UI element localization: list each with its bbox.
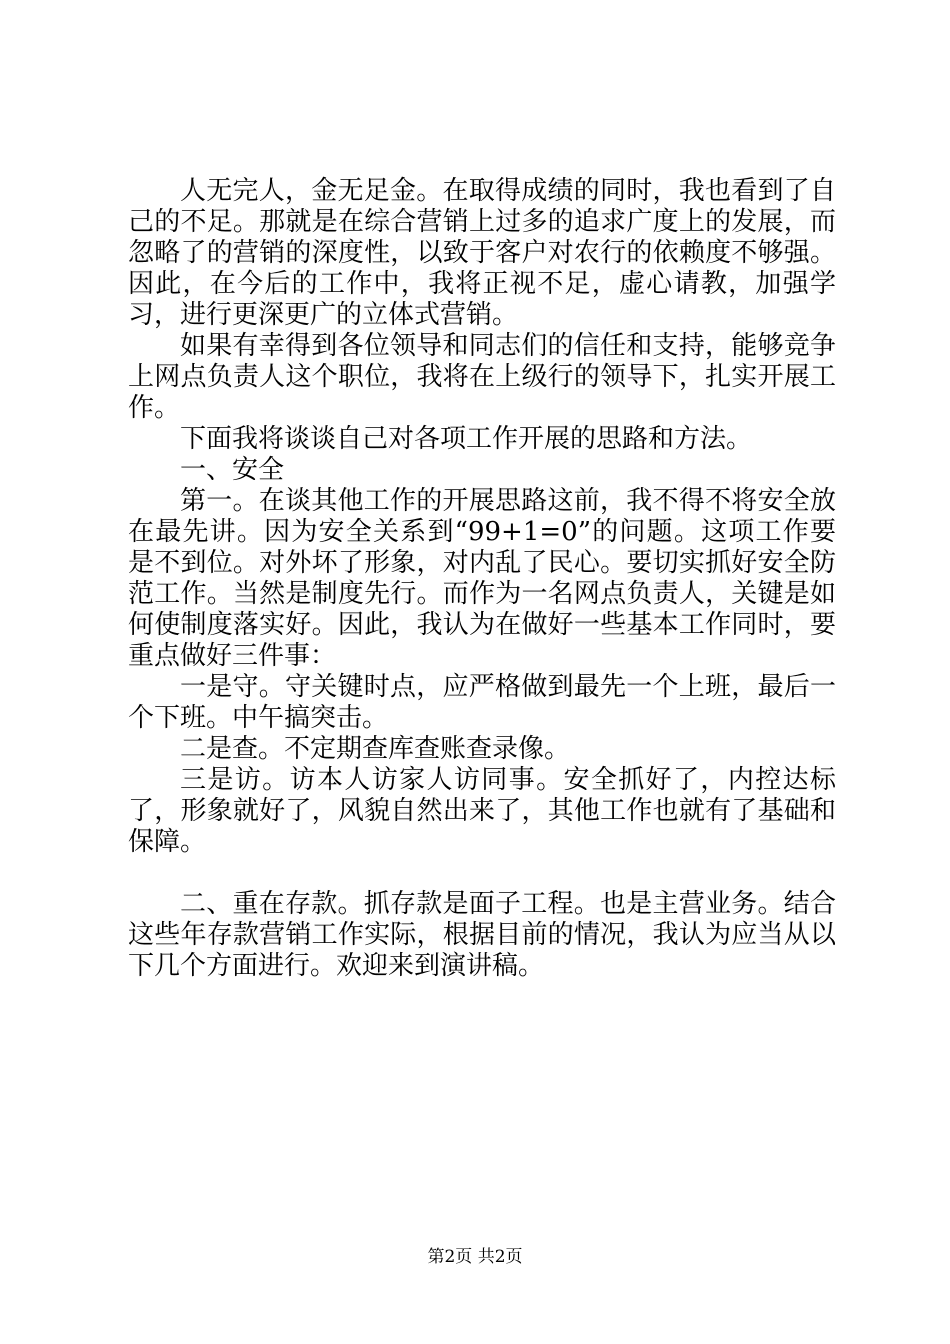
- page-number-footer: 第2页 共2页: [427, 1247, 523, 1267]
- paragraph-inspect: 二是查。不定期查库查账查录像。: [180, 734, 571, 764]
- paragraph-safety-first: 第一。在谈其他工作的开展思路这前，我不得不将安全放在最先讲。因为安全关系到“99+1=0”的问题。这项工作要是不到位。对外坏了形象，对内乱了民心。要切实抓好安全防范工作。当然是制度先行。而作为一名网点负责人，关键是如何使制度落实好。因此，我认为在做好一些基本工作同时，要重点做好三件事：: [128, 486, 836, 671]
- section-heading-safety: 一、安全: [180, 455, 285, 485]
- paragraph-candidacy: 如果有幸得到各位领导和同志们的信任和支持，能够竞争上网点负责人这个职位，我将在上级行的领导下，扎实开展工作。: [128, 331, 836, 423]
- paragraph-intro-approach: 下面我将谈谈自己对各项工作开展的思路和方法。: [180, 424, 753, 454]
- paragraph-visit: 三是访。访本人访家人访同事。安全抓好了，内控达标了，形象就好了，风貌自然出来了，其他工作也就有了基础和保障。: [128, 765, 836, 857]
- paragraph-shortcomings: 人无完人，金无足金。在取得成绩的同时，我也看到了自己的不足。那就是在综合营销上过多的追求广度上的发展，而忽略了的营销的深度性，以致于客户对农行的依赖度不够强。因此，在今后的工作中，我将正视不足，虚心请教，加强学习，进行更深更广的立体式营销。: [128, 176, 836, 330]
- paragraph-guard: 一是守。守关键时点，应严格做到最先一个上班，最后一个下班。中午搞突击。: [128, 672, 836, 733]
- document-body: [128, 176, 836, 982]
- section-heading-deposits: 二、重在存款。抓存款是面子工程。也是主营业务。结合这些年存款营销工作实际，根据目前的情况，我认为应当从以下几个方面进行。欢迎来到演讲稿。: [128, 889, 836, 981]
